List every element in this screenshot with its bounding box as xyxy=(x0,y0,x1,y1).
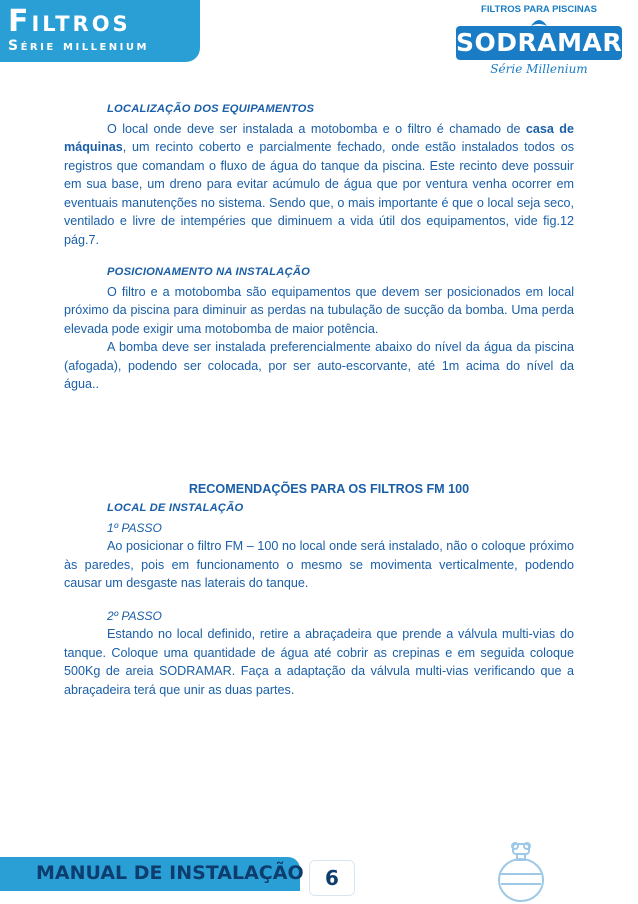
pool-filter-icon xyxy=(493,840,549,904)
step-1-label: 1º PASSO xyxy=(107,520,162,535)
page-footer xyxy=(0,840,638,904)
footer-title: MANUAL DE INSTALAÇÃO xyxy=(36,862,304,884)
step-1-text: Ao posicionar o filtro FM – 100 no local onde será instalado, não o coloque próximo às paredes, pois em funcionamento o mesmo se movimenta verticalmente, podendo causar um desgaste nas laterais do tanque. xyxy=(64,539,574,590)
page-number: 6 xyxy=(309,860,355,896)
logo-script: Série Millenium xyxy=(490,62,588,76)
paragraph-text: , um recinto coberto e parcialmente fechado, onde estão instalados todos os registros que comandam o fluxo de água do tanque da piscina. Este recinto deve possuir em sua base, um dreno para evitar acúmulo de água que por ventura venha ocorrer em eventuais manutenções no sistema. Sendo que, o mais importante é que o local seja seco, ventilado e livre de intempéries que diminuem a vida útil dos equipamentos, vide fig.12 pág.7. xyxy=(64,140,574,247)
subheading-local-instalacao: LOCAL DE INSTALAÇÃO xyxy=(107,502,244,514)
bold-term: casa de máquinas xyxy=(64,121,575,154)
section-title-recomendacoes: RECOMENDAÇÕES PARA OS FILTROS FM 100 xyxy=(188,481,470,496)
section-heading-localizacao: LOCALIZAÇÃO DOS EQUIPAMENTOS xyxy=(107,103,315,115)
logo-tagline: FILTROS PARA PISCINAS xyxy=(481,4,597,15)
header-subtitle: Série millenium xyxy=(8,38,149,54)
sodramar-logo xyxy=(446,2,632,82)
step-2-text: Estando no local definido, retire a abraçadeira que prende a válvula multi-vias do tanque. Coloque uma quantidade de água até cobrir as crepinas e em seguida coloque 500Kg de areia SODRAMAR. Faça a adaptação da válvula multi-vias verificando que a abraçadeira terá que unir as duas partes. xyxy=(64,627,574,697)
paragraph-localizacao xyxy=(64,120,574,250)
section-heading-posicionamento: POSICIONAMENTO NA INSTALAÇÃO xyxy=(107,266,311,278)
paragraph-posicionamento-2: A bomba deve ser instalada preferencialmente abaixo do nível da água da piscina (afogada), podendo ser colocada, por ser auto-escorvante, até 1m acima do nível da água.. xyxy=(64,340,574,391)
logo-brand: SODRAMAR xyxy=(456,26,622,60)
water-drop-icon xyxy=(529,16,549,30)
step-2-label: 2º PASSO xyxy=(107,608,162,623)
header-title: Filtros xyxy=(8,4,131,39)
page-header xyxy=(0,0,638,95)
paragraph-posicionamento-1: O filtro e a motobomba são equipamentos que devem ser posicionados em local próximo da piscina para diminuir as perdas na tubulação de sucção da bomba. Uma perda elevada pode exigir uma motobomba de maior potência. xyxy=(64,284,574,336)
paragraph-text: O local onde deve ser instalada a motobomba e o filtro é chamado de xyxy=(107,121,526,136)
page-content xyxy=(64,100,574,699)
